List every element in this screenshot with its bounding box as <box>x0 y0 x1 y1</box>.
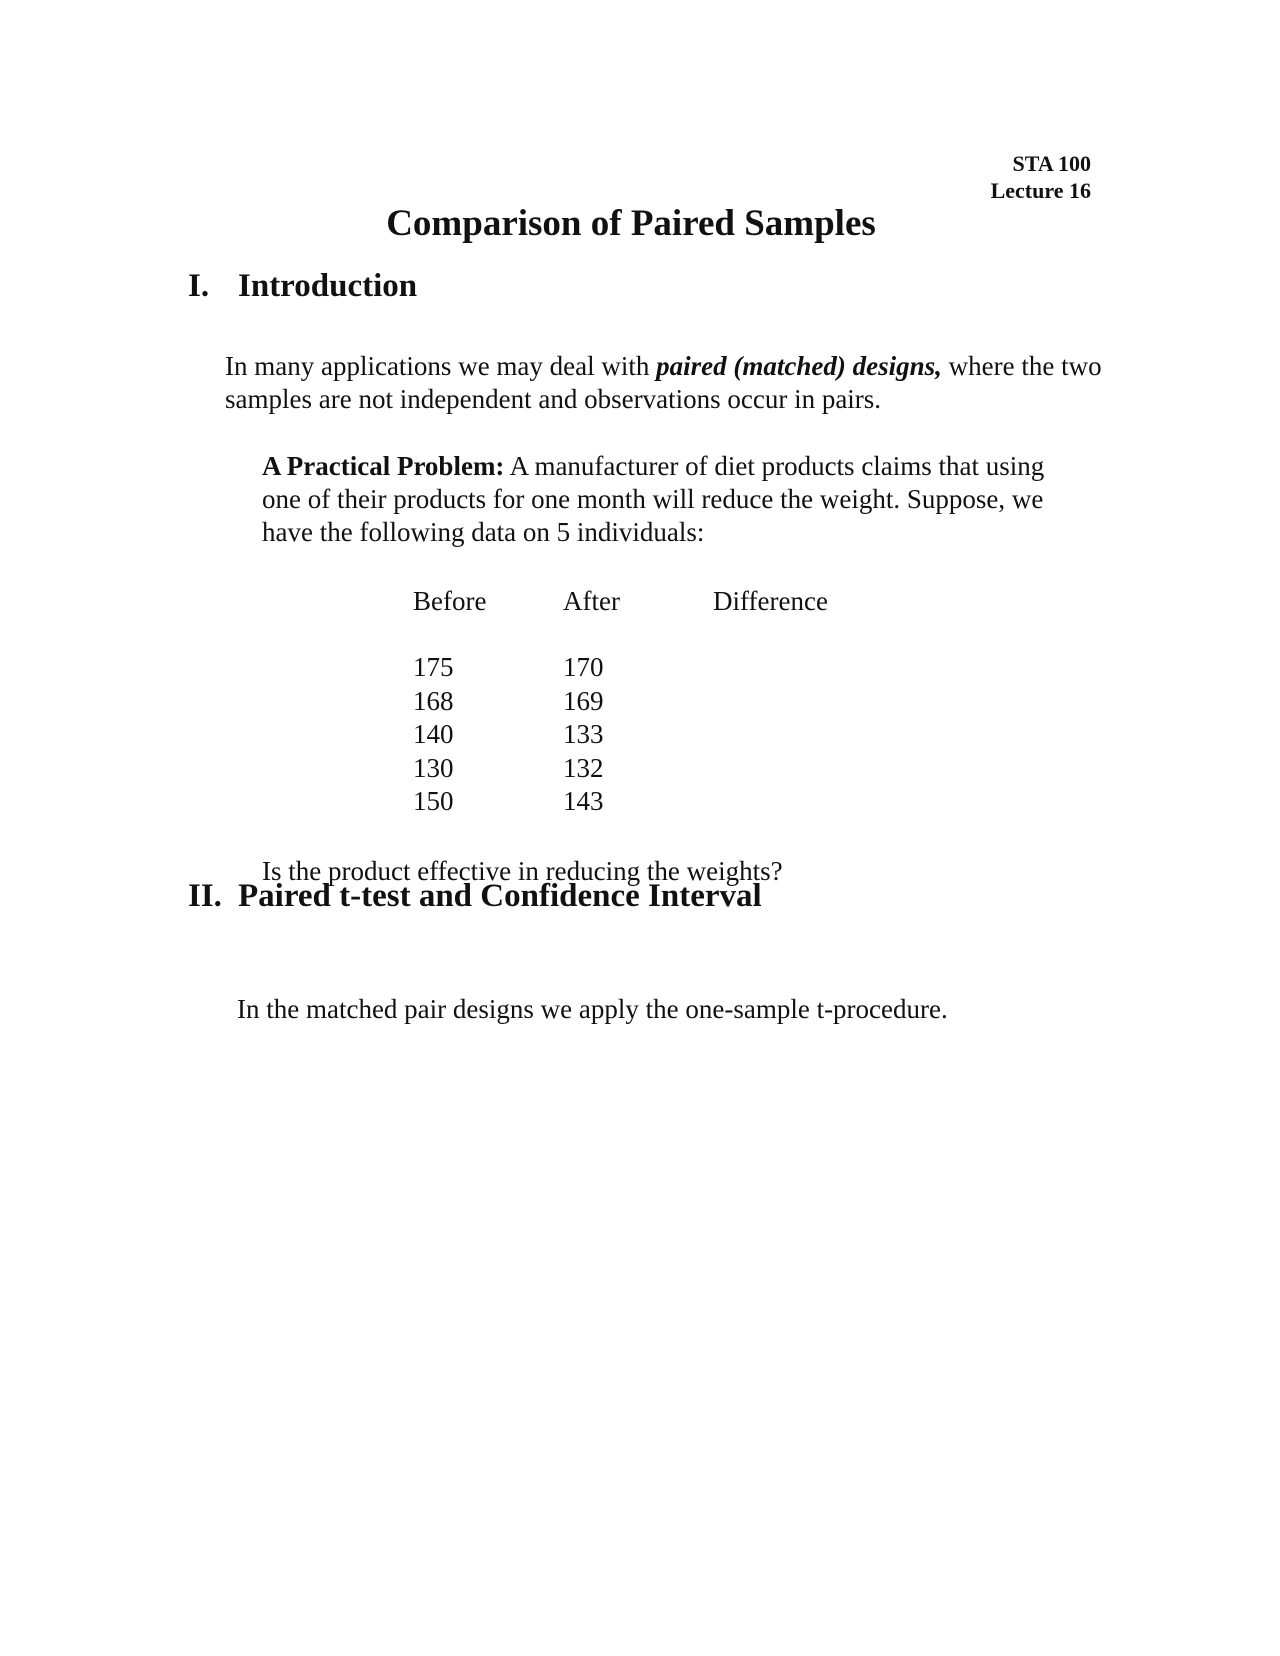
course-header <box>991 150 1091 204</box>
section-number: II. <box>188 878 222 914</box>
before-value: 130 <box>413 752 454 783</box>
practical-problem <box>262 450 1082 549</box>
before-value: 140 <box>413 719 454 749</box>
column-header-difference: Difference <box>713 586 828 616</box>
page-title: Comparison of Paired Samples <box>386 203 876 244</box>
section-title: Introduction <box>238 268 418 304</box>
before-column <box>413 585 486 819</box>
before-value: 150 <box>413 786 454 816</box>
column-header-before: Before <box>413 586 487 616</box>
before-value: 168 <box>413 685 454 716</box>
after-value: 132 <box>563 752 604 783</box>
lecture-number: Lecture 16 <box>990 178 1091 203</box>
course-code: STA 100 <box>1012 151 1091 176</box>
intro-text-start: In many applications we may deal with <box>225 351 657 381</box>
intro-text-end: where the two samples are not independent and observations occur in pairs. <box>225 351 1102 414</box>
after-column <box>563 585 620 819</box>
question: Is the product effective in reducing the weights? <box>262 856 783 886</box>
problem-label: A Practical Problem: <box>262 451 505 481</box>
before-value: 175 <box>413 652 454 682</box>
method-paragraph: In the matched pair designs we apply the one-sample t-procedure. <box>237 994 948 1024</box>
section-title: Paired t-test and Confidence Interval <box>238 878 762 914</box>
problem-text: A manufacturer of diet products claims that using one of their products for one month will reduce the weight. Suppose, we have the following data on 5 individuals: <box>262 451 1045 547</box>
after-value: 133 <box>563 719 604 749</box>
after-value: 169 <box>563 685 604 716</box>
intro-paragraph <box>225 350 1105 416</box>
section-heading-introduction <box>188 266 417 306</box>
difference-column <box>713 585 828 618</box>
column-header-after: After <box>563 586 620 616</box>
after-value: 170 <box>563 652 604 682</box>
section-heading-paired-t-test <box>188 876 762 916</box>
section-number: I. <box>188 268 210 304</box>
after-value: 143 <box>563 786 604 816</box>
emphasis-term: paired (matched) designs, <box>656 351 942 381</box>
